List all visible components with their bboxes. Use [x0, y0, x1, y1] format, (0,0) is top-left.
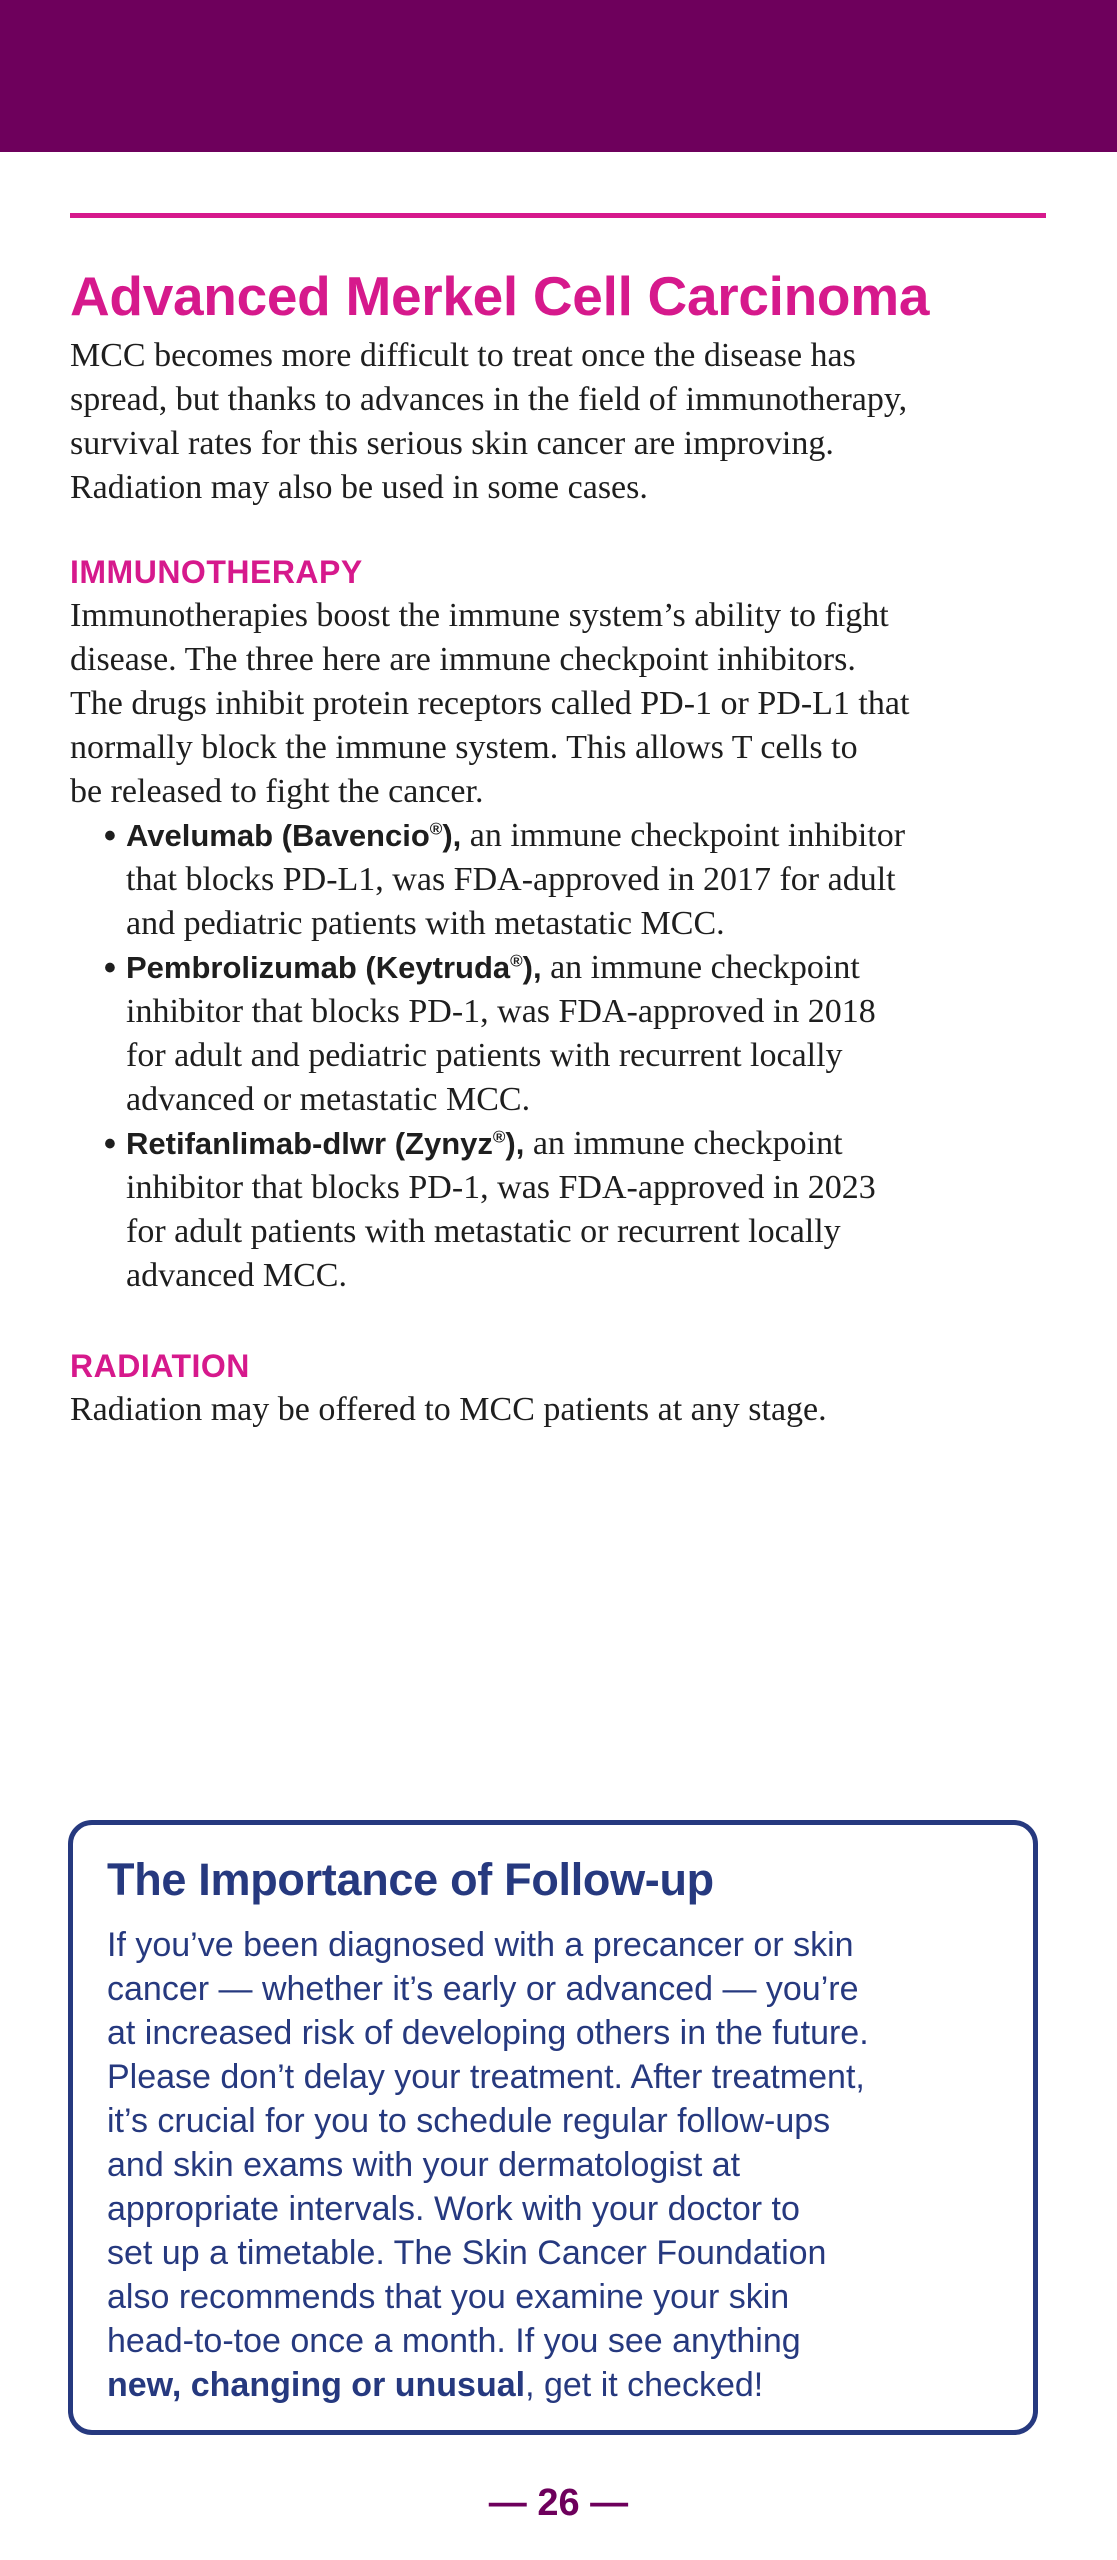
drug-description: an immune checkpoint: [541, 949, 860, 986]
followup-line: cancer — whether it’s early or advanced — you’re: [107, 1970, 859, 2008]
drug-first-line: [126, 1122, 1055, 1166]
drug-name-text: Retifanlimab-dlwr (Zynyz: [126, 1126, 493, 1161]
drug-name-end: ),: [442, 818, 462, 853]
followup-heading: The Importance of Follow-up: [107, 1854, 714, 1905]
drug-line: inhibitor that blocks PD-1, was FDA-approved in 2023: [126, 1169, 876, 1206]
drug-name-end: ),: [522, 950, 542, 985]
registered-mark: ®: [492, 1127, 506, 1147]
drug-list: [70, 814, 1055, 1298]
followup-line: and skin exams with your dermatologist at: [107, 2146, 741, 2184]
followup-line: set up a timetable. The Skin Cancer Foundation: [107, 2234, 827, 2272]
immunotherapy-heading: IMMUNOTHERAPY: [70, 554, 363, 590]
followup-callout-box: [68, 1820, 1038, 2435]
intro-line: survival rates for this serious skin cancer are improving.: [70, 425, 834, 462]
drug-line: that blocks PD-L1, was FDA-approved in 2017 for adult: [126, 861, 896, 898]
registered-mark: ®: [510, 951, 523, 971]
radiation-paragraph: Radiation may be offered to MCC patients at any stage.: [70, 1391, 827, 1428]
drug-item-avelumab: [104, 814, 1055, 946]
drug-line: for adult and pediatric patients with recurrent locally: [126, 1037, 843, 1074]
title-divider: [70, 213, 1046, 218]
followup-emphasis: new, changing or unusual: [107, 2366, 526, 2404]
followup-closing: , get it checked!: [525, 2366, 764, 2404]
immunotherapy-line: be released to fight the cancer.: [70, 773, 484, 810]
drug-item-retifanlimab: [104, 1122, 1055, 1298]
drug-item-pembrolizumab: [104, 946, 1055, 1122]
drug-name-text: Avelumab (Bavencio: [126, 818, 430, 853]
followup-line: Please don’t delay your treatment. After treatment,: [107, 2058, 865, 2096]
drug-line: advanced or metastatic MCC.: [126, 1081, 531, 1118]
intro-paragraph: [70, 334, 1055, 510]
drug-name-text: Pembrolizumab (Keytruda: [126, 950, 511, 985]
drug-name-end: ),: [505, 1126, 525, 1161]
followup-line: it’s crucial for you to schedule regular follow-ups: [107, 2102, 831, 2140]
intro-line: Radiation may also be used in some cases.: [70, 469, 648, 506]
drug-description: an immune checkpoint: [524, 1125, 843, 1162]
radiation-heading: RADIATION: [70, 1348, 250, 1384]
drug-first-line: [126, 814, 1055, 858]
drug-line: advanced MCC.: [126, 1257, 347, 1294]
page-number: — 26 —: [488, 2482, 629, 2524]
drug-name: [126, 1126, 524, 1161]
main-content: [70, 258, 1055, 1432]
followup-line: appropriate intervals. Work with your doctor to: [107, 2190, 800, 2228]
bullet-icon: •: [104, 817, 116, 855]
drug-name: [126, 950, 542, 985]
drug-line: inhibitor that blocks PD-1, was FDA-approved in 2018: [126, 993, 876, 1030]
page-title: Advanced Merkel Cell Carcinoma: [70, 265, 930, 327]
bullet-icon: •: [104, 1125, 116, 1163]
immunotherapy-paragraph: [70, 594, 1055, 814]
followup-line: If you’ve been diagnosed with a precancer or skin: [107, 1926, 854, 1964]
registered-mark: ®: [429, 819, 443, 839]
top-color-band: [0, 0, 1117, 152]
intro-line: MCC becomes more difficult to treat once the disease has: [70, 337, 856, 374]
drug-name: [126, 818, 461, 853]
immunotherapy-line: disease. The three here are immune checkpoint inhibitors.: [70, 641, 856, 678]
followup-line: also recommends that you examine your skin: [107, 2278, 790, 2316]
bullet-icon: •: [104, 949, 116, 987]
immunotherapy-line: The drugs inhibit protein receptors called PD-1 or PD-L1 that: [70, 685, 910, 722]
drug-description: an immune checkpoint inhibitor: [461, 817, 906, 854]
drug-line: for adult patients with metastatic or recurrent locally: [126, 1213, 841, 1250]
followup-line: at increased risk of developing others in the future.: [107, 2014, 869, 2052]
drug-line: and pediatric patients with metastatic MCC.: [126, 905, 725, 942]
followup-paragraph: [107, 1923, 1003, 2407]
drug-first-line: [126, 946, 1055, 990]
intro-line: spread, but thanks to advances in the field of immunotherapy,: [70, 381, 908, 418]
followup-line: head-to-toe once a month. If you see anything: [107, 2322, 801, 2360]
immunotherapy-line: Immunotherapies boost the immune system’s ability to fight: [70, 597, 889, 634]
immunotherapy-line: normally block the immune system. This allows T cells to: [70, 729, 858, 766]
